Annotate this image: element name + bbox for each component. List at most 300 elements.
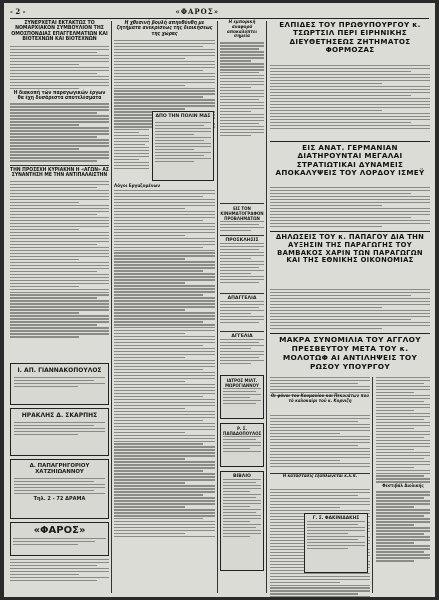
text-line [220,319,264,320]
text-line [114,238,215,239]
text-line [14,380,94,381]
text-line [10,577,109,578]
text-line [114,461,215,462]
text-line [223,512,256,513]
col2-body-2 [114,185,215,539]
text-line [10,256,109,257]
ad-title: «ΦΑΡΟΣ» [33,525,86,536]
text-line [376,467,414,468]
text-line [223,400,261,401]
text-line [376,425,430,426]
text-line [114,190,215,191]
text-line [114,117,149,118]
text-line [270,510,370,511]
col2-mid-title: Λόγοι Εργαζομένων [114,184,161,189]
text-line [270,289,430,290]
text-line [114,82,215,83]
text-line [10,205,109,206]
text-line [114,273,215,274]
text-line [10,303,109,304]
text-line [10,187,97,188]
text-line [114,414,215,415]
text-line [10,118,109,119]
text-line [10,247,109,248]
text-line [114,366,215,367]
text-line [10,565,97,566]
text-line [220,108,264,109]
text-line [270,77,430,78]
text-line [14,422,105,423]
text-line [376,475,424,476]
text-line [270,122,411,123]
text-line [114,211,215,212]
text-line [220,102,264,103]
text-line [10,67,109,68]
text-line [223,442,261,443]
text-line [10,208,109,209]
text-line [14,487,105,488]
text-line [10,79,109,80]
text-line [114,467,215,468]
column-rule [372,377,373,593]
text-line [270,593,358,594]
text-line [114,58,185,59]
text-line [270,119,430,120]
ad-faros-subscription [10,522,109,556]
ad-title: ΗΡΑΚΛΗΣ Δ. ΣΚΑΡΠΗΣ [21,412,98,419]
text-line [270,74,430,75]
text-line [220,360,264,361]
text-line [14,428,105,429]
text-line [114,114,149,115]
text-line [220,221,264,222]
text-line [14,383,105,384]
text-line [270,460,340,461]
text-line [114,384,215,385]
text-line [270,585,370,586]
text-line [14,490,94,491]
text-line [376,542,414,543]
text-line [10,324,97,325]
text-line [114,61,215,62]
text-line [114,312,215,313]
col2-headline: Η χθεσινή βουλή απηυθύνθη με ζητήματα ανεκρίσεως της διοικήσεως της χώρας [116,20,213,37]
text-line [270,71,411,72]
text-line [270,576,370,577]
text-line [10,229,79,230]
text-line [10,70,109,71]
text-line [270,325,430,326]
col3-ad-cinema: ΕΙΣ ΤΟΝ ΚΙΝΗΜΑΤΟΓΡΑΦΟΝ ΠΡΟΒΛΗΜΑΤΩΝ [220,203,264,233]
text-line [10,64,79,65]
text-line [223,530,261,531]
newspaper-title: «ΦΑΡΟΣ» [175,7,220,16]
text-line [376,452,430,453]
text-line [220,301,264,302]
text-line [10,106,109,107]
text-line [114,168,149,169]
col3-ad-announcement: ΑΠΑΓΓΕΛΙΑ [220,293,264,325]
text-line [270,427,370,428]
text-line [220,81,264,82]
text-line [114,111,149,112]
text-line [114,485,215,486]
text-line [155,146,211,147]
text-line [114,88,215,89]
text-line [223,391,256,392]
text-line [270,190,430,191]
text-line [220,255,264,256]
text-line [114,264,215,265]
text-line [114,509,215,510]
text-line [114,435,215,436]
text-line [376,437,424,438]
text-line [223,518,261,519]
text-line [10,211,109,212]
text-line [14,481,94,482]
col1-headline-2: ΤΗΝ ΠΡΟΣΕΧΗ ΚΥΡΙΑΚΗΝ Η «ΑΓΩΝ» ΑΣ ΣΥΝΑΝΤΗΣΗ ΜΕ ΤΗΝ ΑΝΤΙΠΑΛΑΙΣΤΗΝ [10,166,109,178]
text-line [220,252,264,253]
text-line [270,579,370,580]
text-line [10,250,109,251]
text-line [10,55,109,56]
right-narrow-col [376,377,430,563]
text-line [114,375,215,376]
text-line [10,184,109,185]
text-line [376,422,430,423]
text-line [220,307,259,308]
ad-fakinidakis: Γ. Σ. ΦΑΚΙΝΙΔΑΚΗΣ [304,513,368,573]
text-line [270,463,370,464]
text-line [14,431,105,432]
text-line [270,199,430,200]
text-line [270,415,370,416]
ad-giannakopoulos [10,363,109,405]
text-line [376,557,430,558]
text-line [376,410,414,411]
text-line [114,252,215,253]
text-line [270,436,370,437]
text-line [114,153,149,154]
text-line [114,357,185,358]
text-line [114,85,185,86]
text-line [14,478,105,479]
text-line [376,515,424,516]
text-line [114,306,215,307]
text-line [114,527,215,528]
text-line [270,442,370,443]
text-line [10,286,79,287]
text-line [376,545,430,546]
text-line [270,107,430,108]
text-line [376,383,424,384]
text-line [10,268,109,269]
text-line [114,363,215,364]
text-line [376,380,430,381]
text-line [376,461,430,462]
text-line [270,433,340,434]
text-line [220,90,264,91]
text-line [114,199,215,200]
text-line [270,582,340,583]
cotton-body [270,289,430,331]
text-line [220,99,259,100]
text-line [220,345,264,346]
text-line [114,90,215,91]
column-rule [266,21,267,593]
text-line [223,479,261,480]
text-line [307,530,365,531]
text-line [10,226,109,227]
text-line [270,214,430,215]
col3-headline: Η εμπορική αναφορά αποκαλύπτει σημεία [227,20,257,40]
text-line [223,494,261,495]
text-line [114,261,215,262]
text-line [155,122,211,123]
text-line [114,196,203,197]
text-line [220,123,259,124]
text-line [376,413,430,414]
text-line [307,536,365,537]
text-line [220,48,259,49]
text-line [376,481,430,482]
text-line [114,165,149,166]
text-line [270,492,370,493]
text-line [114,303,215,304]
text-line [114,315,215,316]
text-line [270,101,430,102]
text-line [114,241,215,242]
text-line [114,432,185,433]
text-line [114,300,215,301]
text-line [114,96,203,97]
text-line [220,117,264,118]
text-line [114,46,203,47]
text-line [220,126,264,127]
text-line [114,348,215,349]
text-line [376,560,414,561]
text-line [220,246,264,247]
text-line [114,458,185,459]
text-line [223,436,261,437]
text-line [10,318,109,319]
text-line [114,441,215,442]
text-line [220,276,264,277]
text-line [220,273,251,274]
text-line [114,443,203,444]
text-line [376,431,430,432]
text-line [114,123,149,124]
text-line [270,65,430,66]
text-line [376,470,430,471]
text-line [155,137,211,138]
text-line [114,108,185,109]
text-line [376,518,430,519]
text-line [114,339,215,340]
text-line [220,313,251,314]
text-line [376,440,430,441]
text-line [220,363,251,364]
text-line [114,205,215,206]
text-line [10,196,109,197]
text-line [270,418,370,419]
text-line [220,243,264,244]
text-line [13,541,95,542]
text-line [376,539,430,540]
text-line [10,265,109,266]
page-header [10,5,429,19]
text-line [10,315,109,316]
text-line [114,105,215,106]
text-line [10,214,97,215]
text-line [114,396,203,397]
text-line [220,72,259,73]
text-line [270,489,370,490]
text-line [114,43,215,44]
text-line [270,454,370,455]
text-line [114,226,215,227]
text-line [114,503,215,504]
text-line [220,60,251,61]
text-line [376,449,414,450]
text-line [270,98,430,99]
text-line [220,105,264,106]
text-line [114,342,215,343]
text-line [14,434,78,435]
text-line [114,202,215,203]
text-line [220,54,264,55]
text-line [114,524,215,525]
text-line [114,321,203,322]
text-line [376,497,424,498]
text-line [270,95,411,96]
text-line [220,129,264,130]
text-line [270,451,370,452]
text-line [10,115,109,116]
ad-title: Δ. ΠΑΠΑΓΡΗΓΟΡΙΟΥ ΧΑΤΖΗΙΩΑΝΝΟΥ [29,463,90,475]
text-line [223,500,261,501]
text-line [220,304,264,305]
text-line [114,282,185,283]
text-line [376,428,414,429]
text-line [114,446,215,447]
text-line [223,533,261,534]
text-line [114,250,215,251]
text-line [376,509,430,510]
text-line [270,507,340,508]
text-line [220,227,264,228]
text-line [114,217,215,218]
text-line [376,478,430,479]
text-line [220,322,259,323]
text-line [10,238,109,239]
text-line [114,244,215,245]
text-line [270,217,411,218]
text-line [14,493,105,494]
text-line [114,288,215,289]
text-line [114,40,215,41]
text-line [376,503,430,504]
text-line [270,301,430,302]
headline-molotov: ΜΑΚΡΑ ΣΥΝΟΜΙΛΙΑ ΤΟΥ ΑΓΓΛΟΥ ΠΡΕΣΒΕΥΤΟΥ ΜΕΤΑ ΤΟΥ κ. ΜΟΛΟΤΩΦ ΑΙ ΑΝΤΙΛΗΨΕΙΣ ΤΟΥ ΡΩΣΟΥ ΥΠΟΥΡΓΟΥ [270,333,430,372]
text-line [114,135,149,136]
column-1 [10,21,109,339]
text-line [10,85,109,86]
text-line [220,93,264,94]
text-line [10,88,79,89]
text-line [10,58,109,59]
ad-phone: Τηλ. 2 - 72 ΔΡΑΜΑ [33,496,86,503]
text-line [114,232,215,233]
text-line [114,521,215,522]
text-line [223,515,261,516]
text-line [114,494,203,495]
text-line [10,103,109,104]
text-line [220,249,259,250]
text-line [10,300,109,301]
text-line [223,506,250,507]
text-line [114,297,215,298]
text-line [114,144,145,145]
text-line [114,279,215,280]
text-line [220,84,264,85]
text-line [270,457,370,458]
text-line [270,208,430,209]
text-line [220,66,264,67]
text-line [223,451,261,452]
text-line [10,139,109,140]
text-line [114,291,215,292]
text-line [376,524,414,525]
text-line [307,548,348,549]
text-line [220,42,264,43]
text-line [114,235,185,236]
text-line [10,145,109,146]
text-line [270,386,370,387]
column-rule [111,21,112,593]
text-line [376,455,430,456]
right-note-title: Φεστιβάλ Αιολικής [382,483,424,489]
text-line [114,402,215,403]
text-line [13,544,78,545]
text-line [220,351,264,352]
text-line [223,488,261,489]
text-line [270,68,430,69]
text-line [376,551,424,552]
text-line [223,485,261,486]
text-line [155,155,204,156]
text-line [114,536,215,537]
text-line [114,141,149,142]
text-line [223,388,261,389]
text-line [307,533,348,534]
text-line [270,307,382,308]
text-line [114,429,215,430]
formosa-body [270,65,430,131]
text-line [307,539,358,540]
text-line [376,464,430,465]
text-line [114,79,215,80]
text-line [376,434,430,435]
text-line [114,129,149,130]
text-line [114,491,215,492]
text-line [270,92,430,93]
text-line [10,190,109,191]
text-line [114,318,215,319]
text-line [376,392,414,393]
text-line [10,121,109,122]
text-line [220,63,264,64]
